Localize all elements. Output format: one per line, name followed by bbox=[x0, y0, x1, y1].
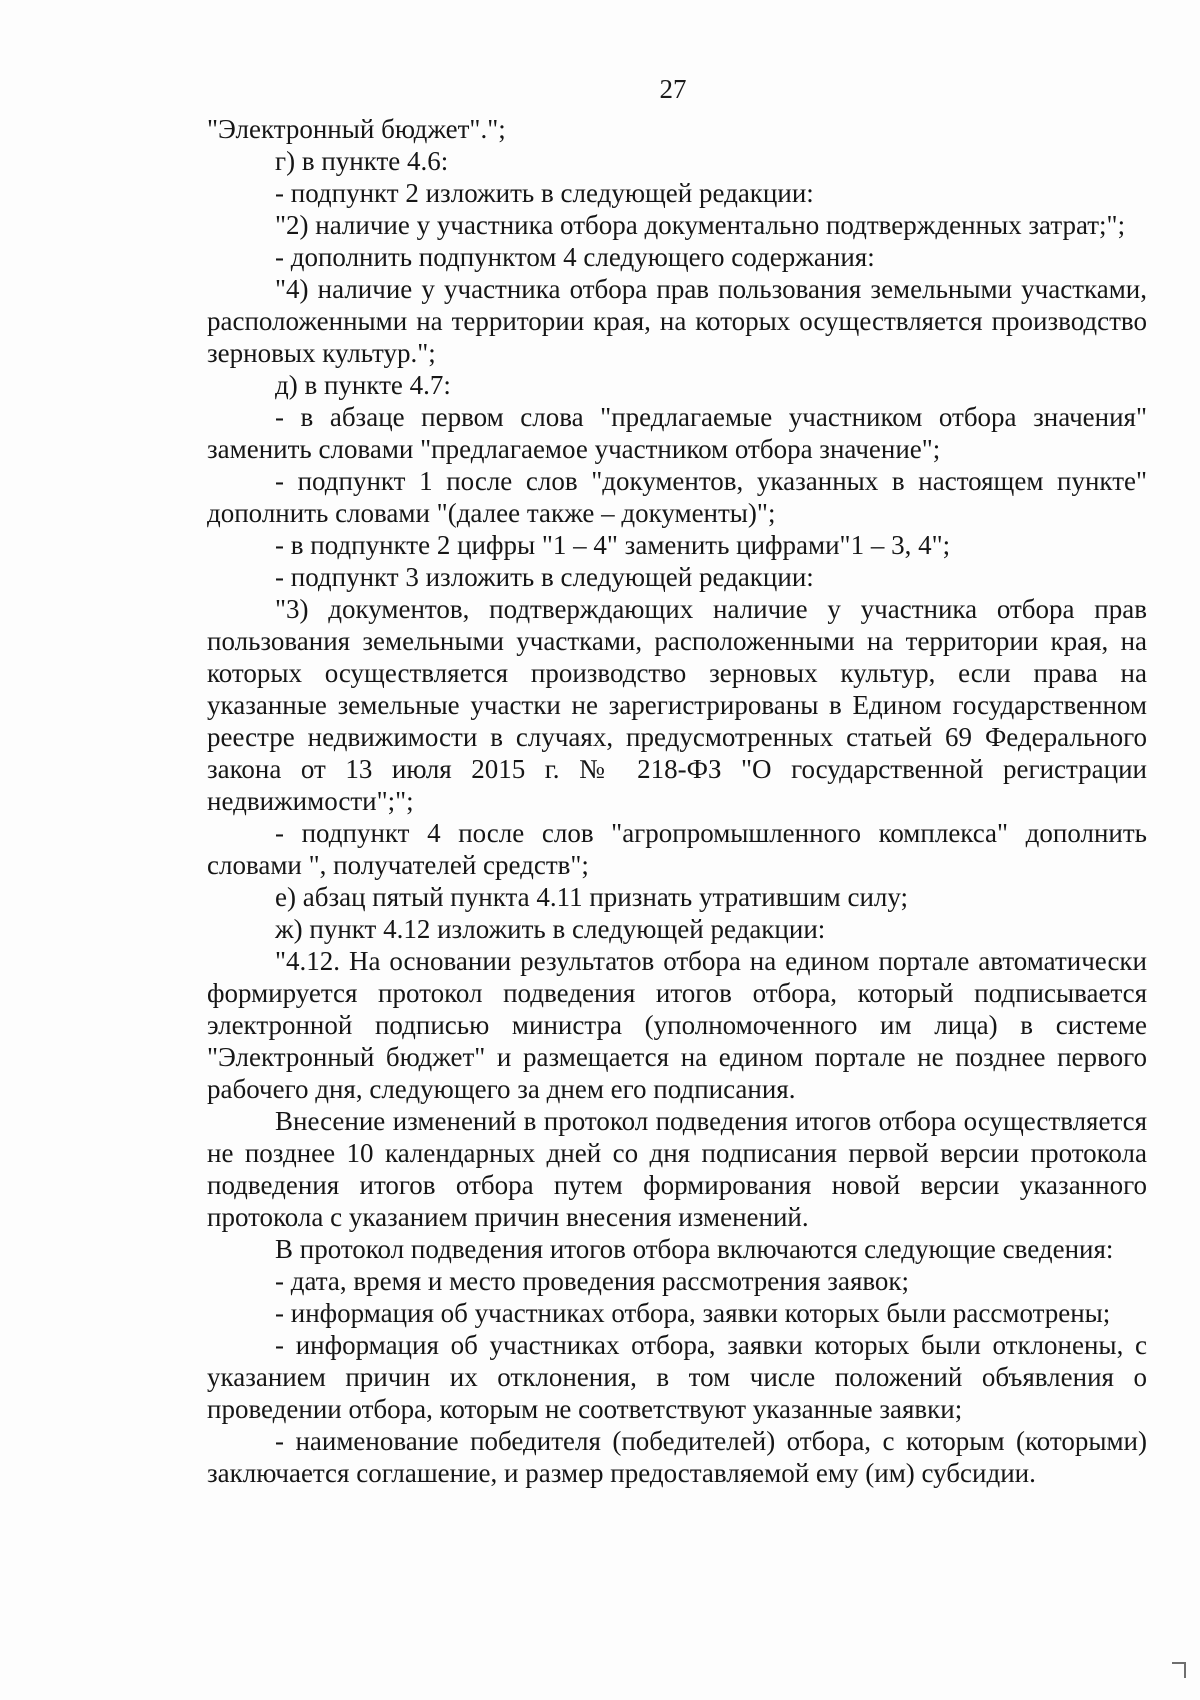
paragraph: - дата, время и место проведения рассмотрения заявок; bbox=[275, 1266, 910, 1296]
paragraph: - в подпункте 2 цифры "1 – 4" заменить цифрами"1 – 3, 4"; bbox=[275, 530, 951, 560]
paragraph: В протокол подведения итогов отбора включаются следующие сведения: bbox=[275, 1234, 1114, 1264]
paragraph: - дополнить подпунктом 4 следующего содержания: bbox=[275, 242, 875, 272]
paragraph: - в абзаце первом слова "предлагаемые участником отбора значения" заменить словами "предлагаемое участником отбора значение"; bbox=[207, 402, 1147, 464]
paragraph: "4.12. На основании результатов отбора на едином портале автоматически формируется протокол подведения итогов отбора, который подписывается электронной подписью министра (уполномоченного им лица) в системе "Электронный бюджет" и размещается на едином портале не позднее первого рабочего дня, следующего за днем его подписания. bbox=[207, 946, 1147, 1104]
scan-corner-mark bbox=[1172, 1662, 1186, 1678]
paragraph: - информация об участниках отбора, заявки которых были рассмотрены; bbox=[275, 1298, 1111, 1328]
paragraph: - подпункт 1 после слов "документов, указанных в настоящем пункте" дополнить словами "(далее также – документы)"; bbox=[207, 466, 1147, 528]
paragraph: Внесение изменений в протокол подведения итогов отбора осуществляется не позднее 10 календарных дней со дня подписания первой версии протокола подведения итогов отбора путем формирования новой версии указанного протокола с указанием причин внесения изменений. bbox=[207, 1106, 1147, 1232]
paragraph: "4) наличие у участника отбора прав пользования земельными участками, расположенными на территории края, на которых осуществляется производство зерновых культур."; bbox=[207, 274, 1147, 368]
paragraph: е) абзац пятый пункта 4.11 признать утратившим силу; bbox=[275, 882, 909, 912]
paragraph: ж) пункт 4.12 изложить в следующей редакции: bbox=[275, 914, 826, 944]
paragraph: - подпункт 2 изложить в следующей редакции: bbox=[275, 178, 814, 208]
document-body bbox=[207, 113, 1147, 1489]
paragraph: - наименование победителя (победителей) отбора, с которым (которыми) заключается соглашение, и размер предоставляемой ему (им) субсидии. bbox=[207, 1426, 1147, 1488]
paragraph: - подпункт 3 изложить в следующей редакции: bbox=[275, 562, 814, 592]
paragraph: - подпункт 4 после слов "агропромышленного комплекса" дополнить словами ", получателей средств"; bbox=[207, 818, 1147, 880]
paragraph: д) в пункте 4.7: bbox=[275, 370, 451, 400]
paragraph: "Электронный бюджет"."; bbox=[207, 114, 506, 144]
paragraph: г) в пункте 4.6: bbox=[275, 146, 449, 176]
paragraph: "3) документов, подтверждающих наличие у участника отбора прав пользования земельными участками, расположенными на территории края, на которых осуществляется производство зерновых культур, если права на указанные земельные участки не зарегистрированы в Едином государственном реестре недвижимости в случаях, предусмотренных статьей 69 Федерального закона от 13 июля 2015 г. № 218-ФЗ "О государственной регистрации недвижимости";"; bbox=[207, 594, 1147, 816]
page-number: 27 bbox=[659, 74, 687, 104]
paragraph: "2) наличие у участника отбора документально подтвержденных затрат;"; bbox=[275, 210, 1126, 240]
paragraph: - информация об участниках отбора, заявки которых были отклонены, с указанием причин их отклонения, в том числе положений объявления о проведении отбора, которым не соответствуют указанные заявки; bbox=[207, 1330, 1147, 1424]
